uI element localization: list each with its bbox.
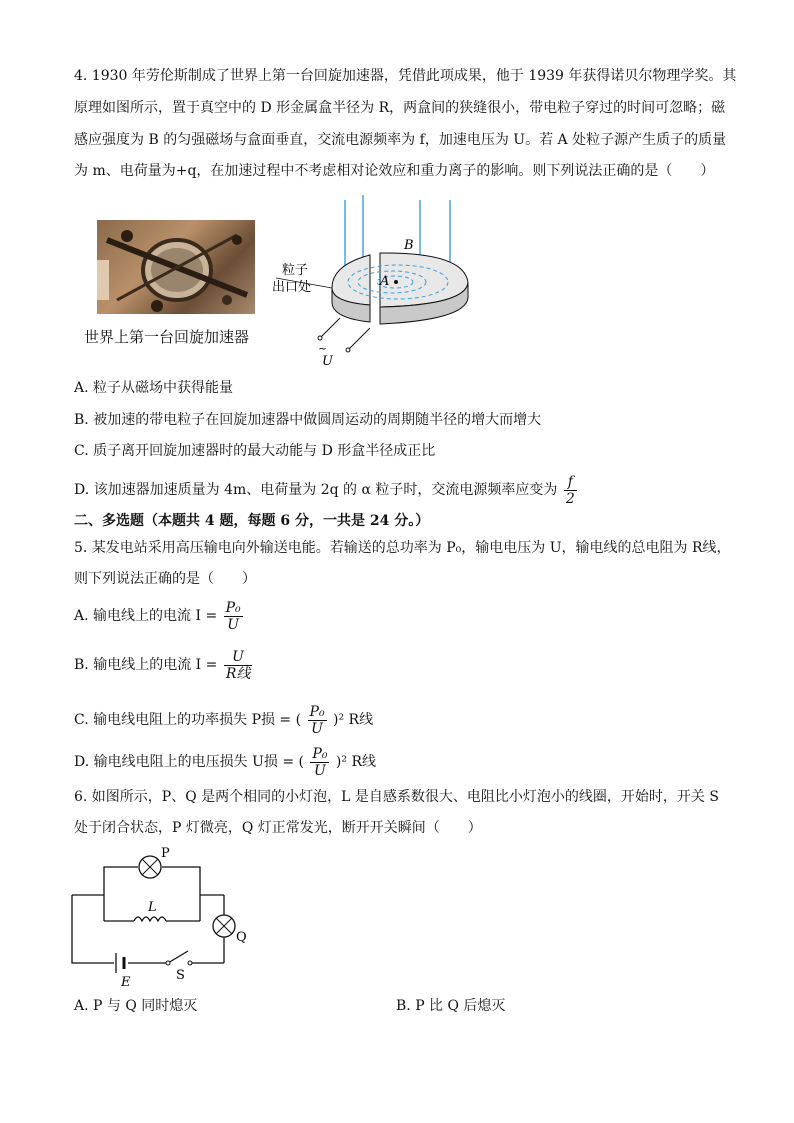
label-S: S bbox=[176, 968, 185, 983]
label-B: B bbox=[404, 238, 414, 253]
q5-option-a-fraction bbox=[224, 600, 243, 633]
q4-option-d-fraction bbox=[564, 474, 577, 507]
label-U-tilde: ~ bbox=[318, 342, 328, 355]
q5-option-a-text: A. 输电线上的电流 I = bbox=[74, 608, 218, 624]
q4-stem-line-4: 为 m、电荷量为+q，在加速过程中不考虑相对论效应和重力离子的影响。则下列说法正确的是（ ） bbox=[74, 163, 715, 179]
q6-option-b: B. P 比 Q 后熄灭 bbox=[396, 998, 506, 1014]
q5-option-b-text: B. 输电线上的电流 I = bbox=[74, 657, 218, 673]
q5-option-d-text: D. 输电线电阻上的电压损失 U损 = ( bbox=[74, 754, 304, 770]
lead-left bbox=[320, 318, 340, 338]
photo-caption: 世界上第一台回旋加速器 bbox=[84, 328, 250, 346]
q4-option-b: B. 被加速的带电粒子在回旋加速器中做圆周运动的周期随半径的增大而增大 bbox=[74, 412, 542, 428]
q5-option-c bbox=[74, 700, 373, 740]
q4-option-d-text: D. 该加速器加速质量为 4m、电荷量为 2q 的 α 粒子时，交流电源频率应变为 bbox=[74, 482, 558, 498]
q5-option-c-fraction bbox=[308, 704, 327, 737]
label-E: E bbox=[121, 975, 131, 990]
cyclotron-photo bbox=[97, 220, 255, 314]
q4-option-c: C. 质子离开回旋加速器时的最大动能与 D 形盒半径成正比 bbox=[74, 443, 436, 459]
bulb-Q bbox=[213, 915, 235, 937]
frac-numerator: P₀ bbox=[225, 599, 241, 616]
label-U: U bbox=[322, 354, 333, 369]
q5-option-d bbox=[74, 742, 376, 782]
q5-option-c-tail: )² R线 bbox=[333, 712, 374, 728]
q5-option-b-fraction bbox=[224, 649, 253, 682]
frac-denominator: U bbox=[314, 762, 326, 779]
circuit-diagram bbox=[66, 845, 256, 990]
label-Q: Q bbox=[236, 930, 247, 945]
d-shaped-boxes bbox=[332, 253, 468, 324]
q5-option-d-fraction bbox=[310, 746, 329, 779]
q5-option-b bbox=[74, 645, 254, 685]
q5-stem-line-2: 则下列说法正确的是（ ） bbox=[74, 571, 256, 587]
label-L: L bbox=[148, 900, 157, 915]
q4-option-d bbox=[74, 470, 579, 510]
frac-denominator: 2 bbox=[565, 490, 575, 507]
frac-numerator: f bbox=[564, 474, 577, 491]
label-A: A bbox=[380, 274, 390, 289]
label-exit-1: 粒子 bbox=[282, 263, 309, 278]
label-P: P bbox=[161, 846, 170, 861]
section-heading: 二、多选题（本题共 4 题，每题 6 分，一共是 24 分。） bbox=[74, 513, 430, 529]
q5-option-c-text: C. 输电线电阻上的功率损失 P损 = ( bbox=[74, 712, 302, 728]
q4-stem-line-3: 感应强度为 B 的匀强磁场与盒面垂直，交流电源频率为 f，加速电压为 U。若 A 处粒子源产生质子的质量 bbox=[74, 132, 727, 148]
frac-denominator: R线 bbox=[225, 665, 251, 682]
frac-numerator: P₀ bbox=[312, 745, 328, 762]
lead-right bbox=[348, 328, 370, 350]
q4-stem-line-1: 4. 1930 年劳伦斯制成了世界上第一台回旋加速器，凭借此项成果，他于 1939 年获得诺贝尔物理学奖。其 bbox=[74, 68, 737, 84]
frac-denominator: U bbox=[311, 720, 323, 737]
q5-option-d-tail: )² R线 bbox=[335, 754, 376, 770]
frac-denominator: U bbox=[227, 616, 240, 633]
bulb-P bbox=[139, 856, 161, 878]
q6-stem-line-1: 6. 如图所示，P、Q 是两个相同的小灯泡，L 是自感系数很大、电阻比小灯泡小的线圈，开始时，开关 S bbox=[74, 789, 719, 805]
q4-option-a: A. 粒子从磁场中获得能量 bbox=[74, 380, 234, 396]
cyclotron-photo-drawing bbox=[97, 220, 255, 314]
label-exit-2: 出口处 bbox=[272, 280, 312, 295]
q5-stem-line-1: 5. 某发电站采用高压输电向外输送电能。若输送的总功率为 P₀，输电电压为 U，输电线的总电阻为 R线， bbox=[74, 540, 731, 556]
q6-stem-line-2: 处于闭合状态，P 灯微亮，Q 灯正常发光，断开开关瞬间（ ） bbox=[74, 820, 482, 836]
frac-numerator: U bbox=[224, 649, 253, 666]
q6-option-a: A. P 与 Q 同时熄灭 bbox=[74, 998, 198, 1014]
q4-stem-line-2: 原理如图所示，置于真空中的 D 形金属盒半径为 R，两盒间的狭缝很小，带电粒子穿过的时间可忽略；磁 bbox=[74, 100, 726, 116]
q5-option-a bbox=[74, 596, 245, 636]
frac-numerator: P₀ bbox=[309, 703, 325, 720]
cyclotron-diagram bbox=[270, 190, 490, 370]
